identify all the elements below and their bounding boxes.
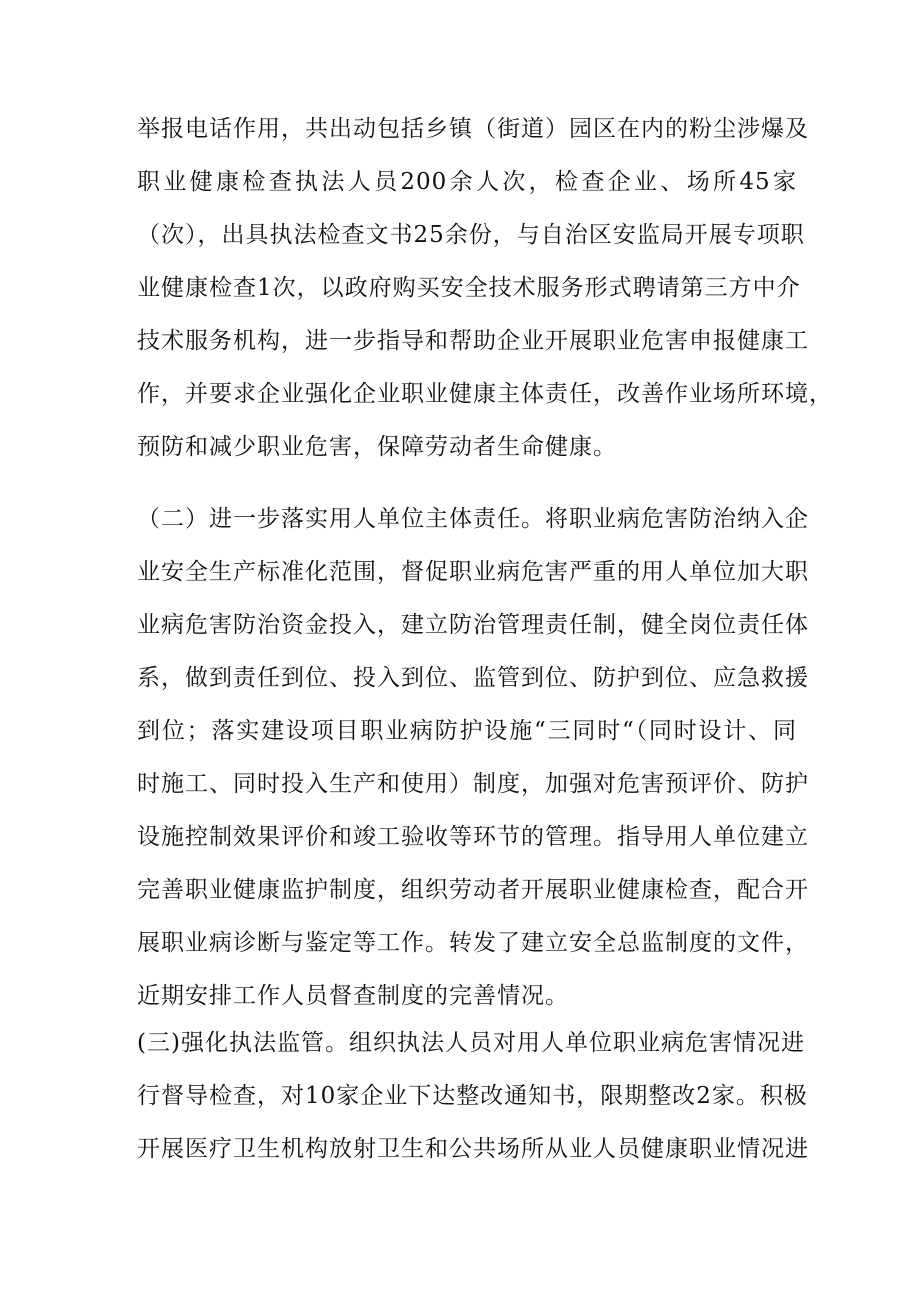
section-heading-line: （二）进一步落实用人单位主体责任。将职业病危害防治纳入企 [137,506,809,532]
paragraph-reporting-hotline [137,103,833,474]
section-heading-line: (三)强化执法监管。组织执法人员对用人单位职业病危害情况进 [137,1030,805,1056]
text-line: 职业健康检查执法人员200余人次，检查企业、场所45家 [137,169,797,195]
text-line: 完善职业健康监护制度，组织劳动者开展职业健康检查，配合开 [137,877,809,903]
text-line: 展职业病诊断与鉴定等工作。转发了建立安全总监制度的文件， [137,930,809,956]
text-line: 作，并要求企业强化企业职业健康主体责任，改善作业场所环境， [137,381,833,407]
text-line: 时施工、同时投入生产和使用）制度，加强对危害预评价、防护 [137,771,809,797]
text-line: 业病危害防治资金投入，建立防治管理责任制，健全岗位责任体 [137,612,809,638]
text-line: 技术服务机构，进一步指导和帮助企业开展职业危害申报健康工 [137,328,809,354]
text-line: 预防和减少职业危害，保障劳动者生命健康。 [137,434,617,460]
text-line: （次），出具执法检查文书25余份，与自治区安监局开展专项职 [137,222,805,248]
text-line: 到位；落实建设项目职业病防护设施“三同时“（同时设计、同 [137,718,797,744]
text-line: 举报电话作用，共出动包括乡镇（街道）园区在内的粉尘涉爆及 [137,116,809,142]
text-line: 行督导检查，对10家企业下达整改通知书，限期整改2家。积极 [137,1083,808,1109]
text-line: 业安全生产标准化范围，督促职业病危害严重的用人单位加大职 [137,559,809,585]
text-line: 设施控制效果评价和竣工验收等环节的管理。指导用人单位建立 [137,824,809,850]
paragraph-section-two [137,493,809,1023]
text-line: 系，做到责任到位、投入到位、监管到位、防护到位、应急救援 [137,665,809,691]
text-line: 业健康检查1次，以政府购买安全技术服务形式聘请第三方中介 [137,275,801,301]
paragraph-section-three [137,1017,809,1176]
text-line: 开展医疗卫生机构放射卫生和公共场所从业人员健康职业情况进 [137,1136,809,1162]
text-line: 近期安排工作人员督查制度的完善情况。 [137,983,569,1009]
